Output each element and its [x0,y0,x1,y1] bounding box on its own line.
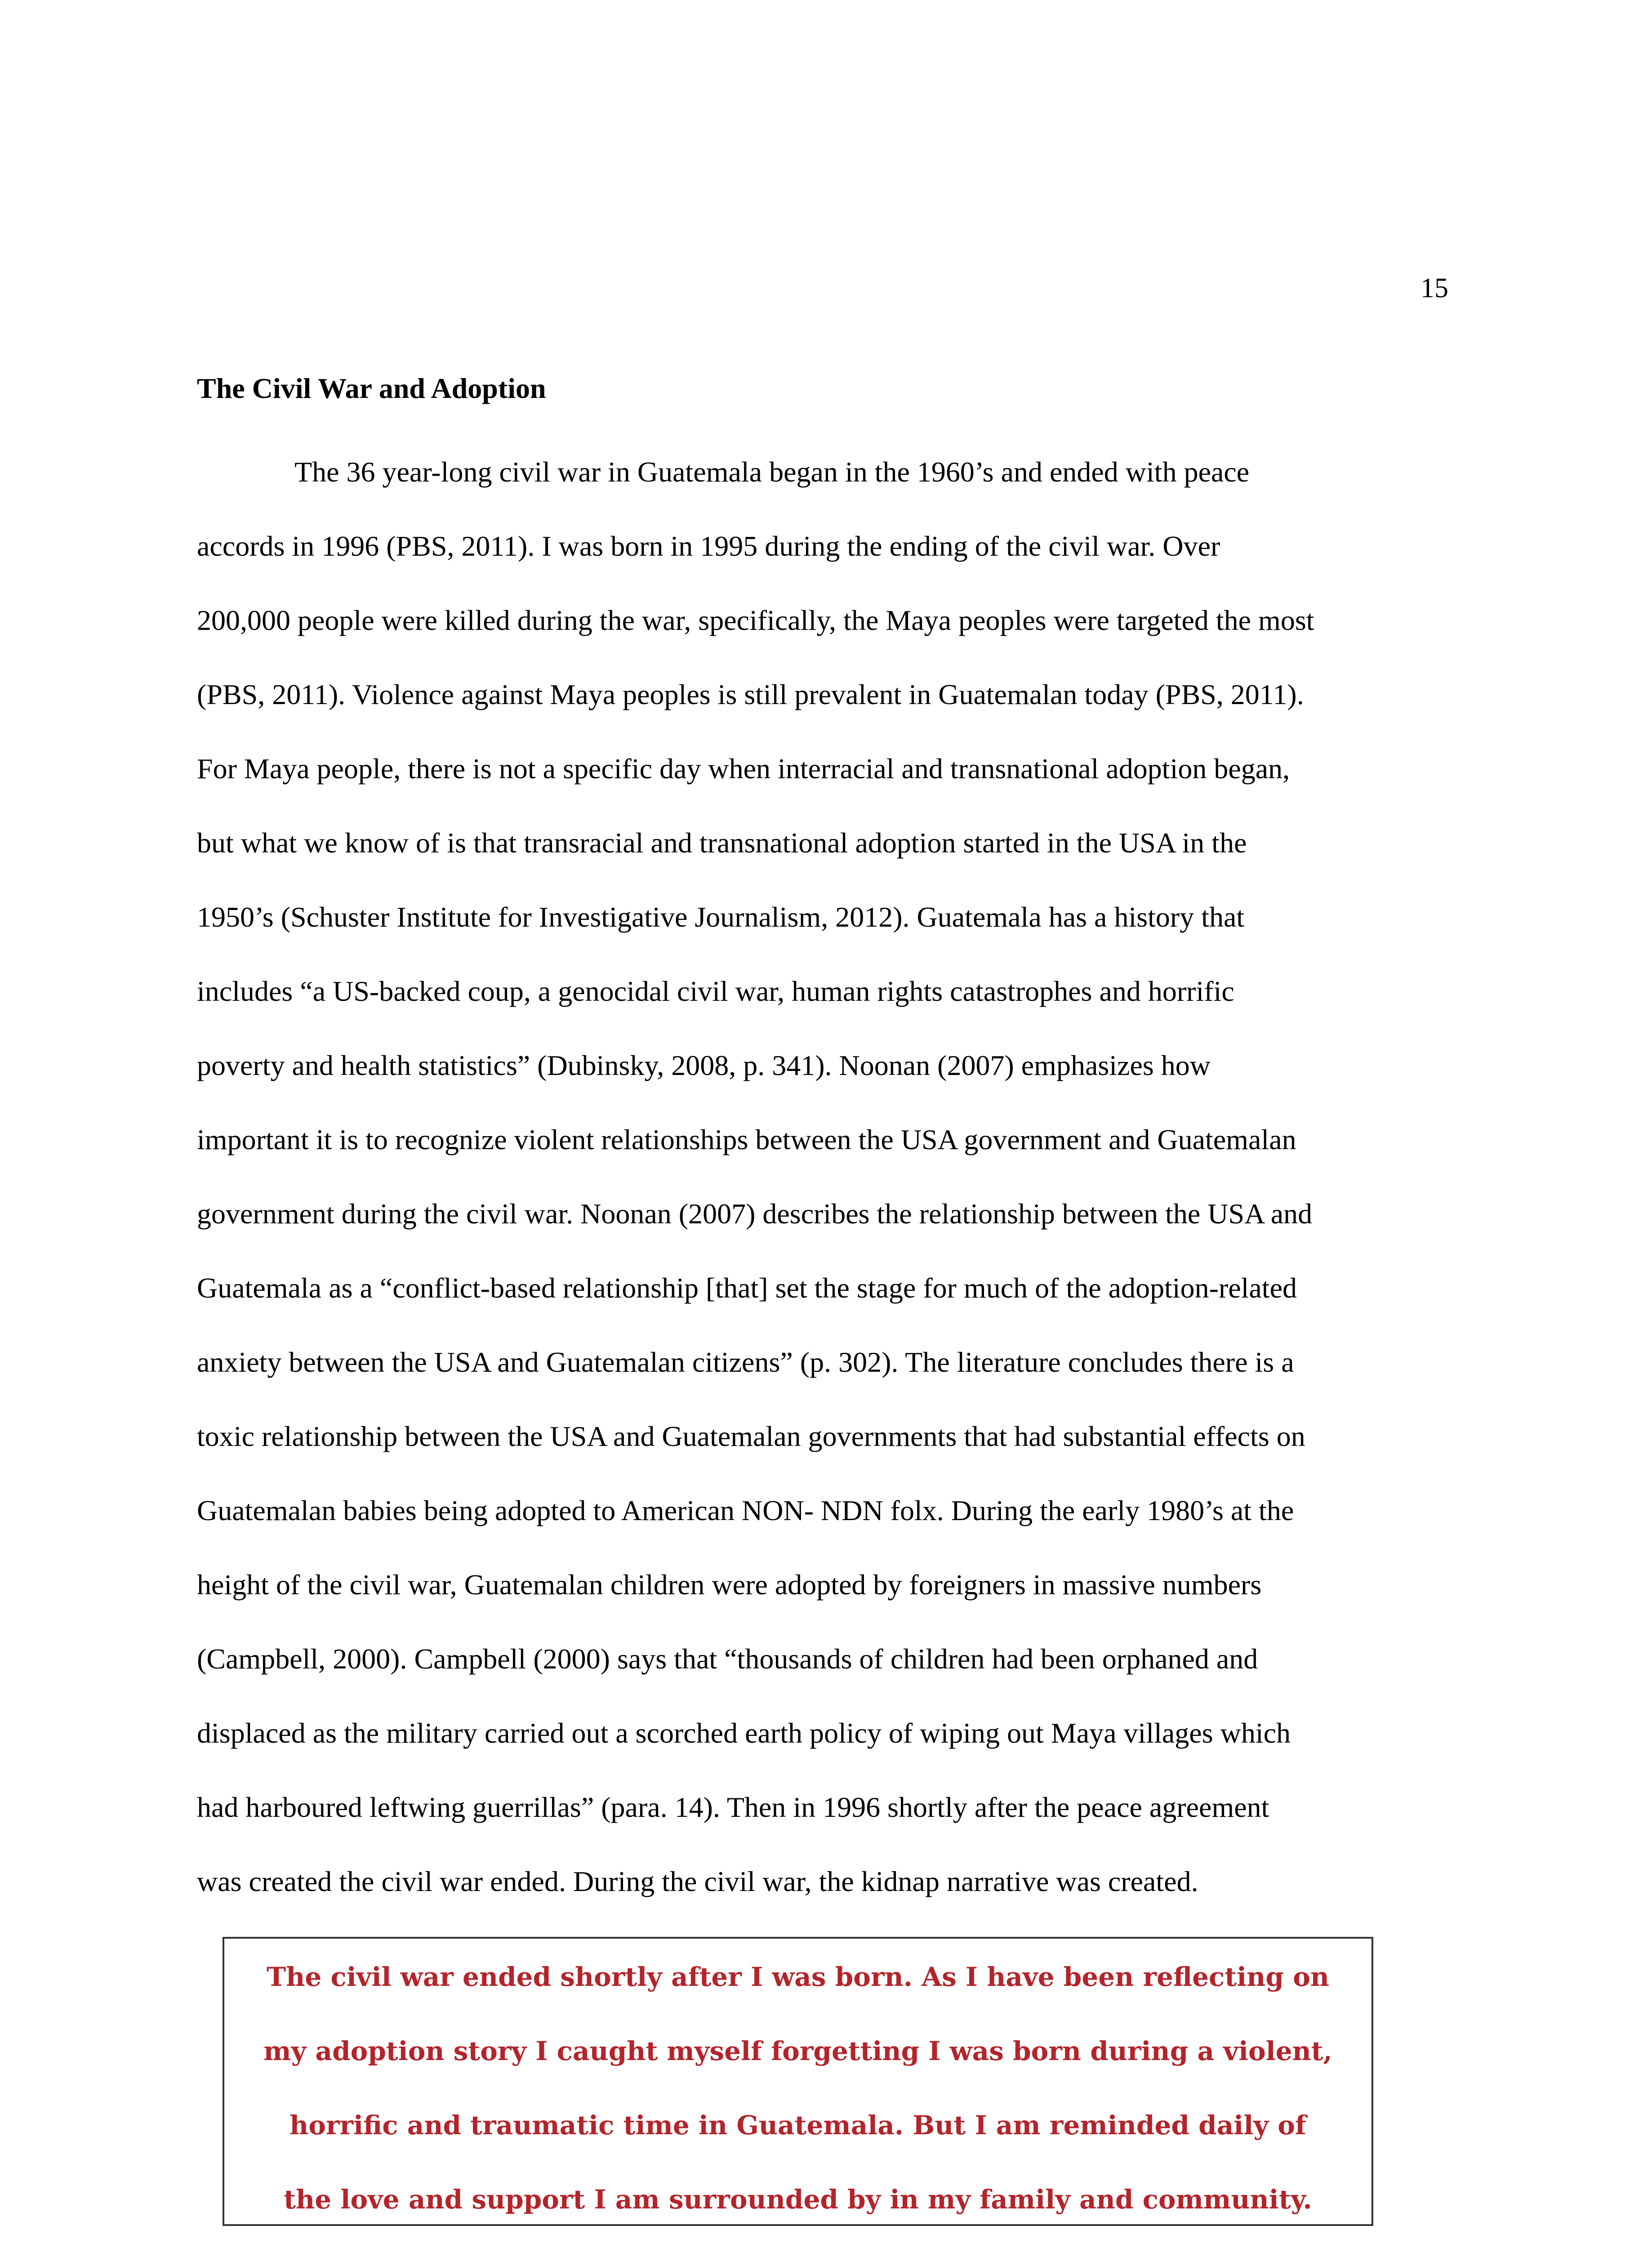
body-line: anxiety between the USA and Guatemalan citizens” (p. 302). The literature concludes there is a [197,1346,1294,1378]
body-line: Guatemalan babies being adopted to American NON- NDN folx. During the early 1980’s at the [197,1494,1294,1526]
body-line: (Campbell, 2000). Campbell (2000) says that “thousands of children had been orphaned and [197,1643,1258,1675]
section-heading: The Civil War and Adoption [197,372,546,404]
body-line: was created the civil war ended. During the civil war, the kidnap narrative was created. [197,1865,1198,1897]
body-line: toxic relationship between the USA and Guatemalan governments that had substantial effects on [197,1420,1305,1452]
body-line: 200,000 people were killed during the war, specifically, the Maya peoples were targeted the most [197,604,1314,636]
body-line: displaced as the military carried out a scorched earth policy of wiping out Maya villages which [197,1717,1291,1749]
body-line: The 36 year-long civil war in Guatemala began in the 1960’s and ended with peace [294,456,1250,488]
body-line: For Maya people, there is not a specific day when interracial and transnational adoption began, [197,753,1290,785]
body-line: important it is to recognize violent relationships between the USA government and Guatemalan [197,1124,1296,1155]
body-line: poverty and health statistics” (Dubinsky, 2008, p. 341). Noonan (2007) emphasizes how [197,1049,1211,1081]
callout-line: the love and support I am surrounded by in my family and community. [284,2184,1312,2215]
callout-line: The civil war ended shortly after I was born. As I have been reflecting on [267,1962,1329,1992]
body-line: 1950’s (Schuster Institute for Investigative Journalism, 2012). Guatemala has a history that [197,901,1245,933]
body-line: had harboured leftwing guerrillas” (para. 14). Then in 1996 shortly after the peace agreement [197,1791,1269,1823]
body-line: but what we know of is that transracial and transnational adoption started in the USA in the [197,827,1247,859]
body-line: accords in 1996 (PBS, 2011). I was born in 1995 during the ending of the civil war. Over [197,530,1220,562]
body-line: (PBS, 2011). Violence against Maya peoples is still prevalent in Guatemalan today (PBS, 2011). [197,678,1304,710]
body-line: government during the civil war. Noonan (2007) describes the relationship between the USA and [197,1198,1313,1230]
body-line: height of the civil war, Guatemalan children were adopted by foreigners in massive numbers [197,1569,1262,1601]
body-line: Guatemala as a “conflict-based relationship [that] set the stage for much of the adoption-related [197,1272,1297,1304]
reflection-callout-box [223,1937,1373,2226]
callout-line: horrific and traumatic time in Guatemala. But I am reminded daily of [289,2110,1306,2141]
page-number: 15 [1420,273,1448,303]
callout-line: my adoption story I caught myself forgetting I was born during a violent, [263,2036,1332,2066]
body-line: includes “a US-backed coup, a genocidal civil war, human rights catastrophes and horrific [197,975,1234,1007]
